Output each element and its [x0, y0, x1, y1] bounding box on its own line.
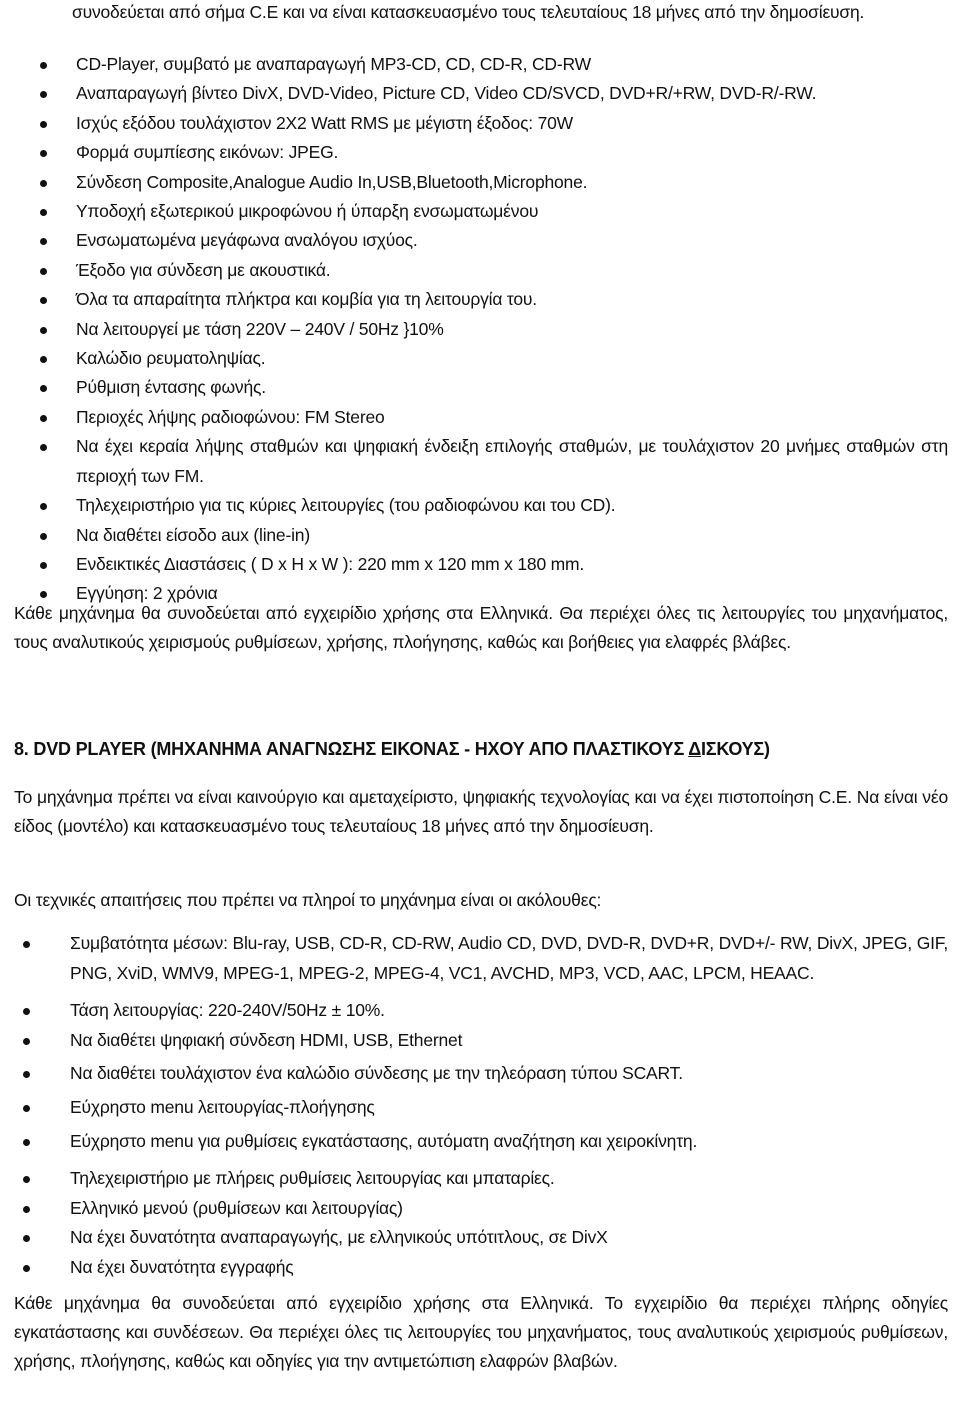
bullet-icon — [23, 1071, 30, 1078]
list-item-text: Ρύθμιση έντασης φωνής. — [76, 377, 266, 398]
bullet-icon — [40, 562, 47, 569]
bullet-icon — [23, 1206, 30, 1213]
list-item — [0, 197, 960, 226]
list-item — [0, 79, 960, 108]
list-item — [0, 1127, 960, 1157]
list-item-text: Ενσωματωμένα μεγάφωνα αναλόγου ισχύος. — [76, 230, 418, 251]
bullet-icon — [23, 1139, 30, 1146]
list-item-text: Να λειτουργεί με τάση 220V – 240V / 50Hz }10% — [76, 318, 444, 339]
list-item — [0, 315, 960, 344]
bullet-icon — [23, 1176, 30, 1183]
list-item — [0, 1059, 960, 1089]
list-item-text: Να διαθέτει είσοδο aux (line-in) — [76, 524, 310, 545]
list-item — [0, 403, 960, 432]
list-item — [0, 1253, 960, 1283]
bullet-icon — [23, 1265, 30, 1272]
list-item — [0, 1093, 960, 1123]
list-item-text: Υποδοχή εξωτερικού μικροφώνου ή ύπαρξη ενσωματωμένου — [76, 201, 539, 222]
list-item — [0, 285, 960, 314]
list-item-text: Ενδεικτικές Διαστάσεις ( D x H x W ): 220 mm x 120 mm x 180 mm. — [76, 553, 585, 574]
list-item — [0, 109, 960, 138]
bullet-icon — [40, 503, 47, 510]
section-heading-text: 8. DVD PLAYER (ΜΗΧΑΝΗΜΑ ΑΝΑΓΝΩΣΗΣ ΕΙΚΟΝΑΣ - ΗΧΟΥ ΑΠΟ ΠΛΑΣΤΙΚΟΥΣ — [14, 739, 689, 759]
list-item-text: Τηλεχειριστήριο με πλήρεις ρυθμίσεις λειτουργίας και μπαταρίες. — [70, 1168, 555, 1189]
bullet-icon — [40, 356, 47, 363]
list-item-text: Έξοδο για σύνδεση με ακουστικά. — [76, 259, 331, 280]
list-item — [0, 432, 960, 491]
bullet-icon — [40, 591, 47, 598]
list-item-text: Συμβατότητα μέσων: Blu-ray, USB, CD-R, CD-RW, Audio CD, DVD, DVD-R, DVD+R, DVD+/- RW, DivX, JPEG, GIF, PNG, XviD, WMV9, MPEG-1, MPEG-2, MPEG-4, VC1, AVCHD, MP3, VCD, AAC, LPCM, HEAAC. — [70, 933, 948, 983]
list-item — [0, 996, 960, 1026]
list-item-text: Να έχει κεραία λήψης σταθμών και ψηφιακή ένδειξη επιλογής σταθμών, με τουλάχιστον 20 μνήμες σταθμών στη περιοχή των FM. — [76, 436, 948, 486]
section-heading — [14, 739, 948, 760]
list-item-text: Να διαθέτει ψηφιακή σύνδεση HDMI, USB, Ethernet — [70, 1029, 463, 1050]
list-item-text: Εγγύηση: 2 χρόνια — [76, 583, 218, 604]
requirements-intro: Οι τεχνικές απαιτήσεις που πρέπει να πληροί το μηχάνημα είναι οι ακόλουθες: — [14, 890, 602, 910]
bullet-icon — [23, 941, 30, 948]
bullet-icon — [23, 1105, 30, 1112]
dvd-spec-list — [0, 929, 960, 1283]
list-item-text: Τηλεχειριστήριο για τις κύριες λειτουργίες (του ραδιοφώνου και του CD). — [76, 495, 616, 516]
list-item — [0, 50, 960, 79]
list-item-text: Να διαθέτει τουλάχιστον ένα καλώδιο σύνδεσης με την τηλεόραση τύπου SCART. — [70, 1063, 683, 1084]
bullet-icon — [40, 297, 47, 304]
list-item-text: Εύχρηστο menu για ρυθμίσεις εγκατάστασης, αυτόματη αναζήτηση και χειροκίνητη. — [70, 1130, 698, 1151]
list-item — [0, 521, 960, 550]
list-item — [0, 1223, 960, 1253]
bullet-icon — [40, 268, 47, 275]
bullet-icon — [40, 209, 47, 216]
list-item — [0, 226, 960, 255]
list-item-text: Ισχύς εξόδου τουλάχιστον 2X2 Watt RMS με μέγιστη έξοδος: 70W — [76, 112, 574, 133]
manual-note-paragraph-2: Κάθε μηχάνημα θα συνοδεύεται από εγχειρίδιο χρήσης στα Ελληνικά. Το εγχειρίδιο θα περιέχει πλήρης οδηγίες εγκατάστασης και συνδέσεων. Θα περιέχει όλες τις λειτουργίες του μηχανήματος, τους αναλυτικούς χειρισμούς ρυθμίσεων, χρήσης, πλοήγησης, καθώς και οδηγίες για την αντιμετώπιση ελαφρών βλαβών. — [14, 1293, 948, 1371]
list-item — [0, 138, 960, 167]
bullet-icon — [40, 444, 47, 451]
radio-cd-spec-list — [0, 50, 960, 609]
list-item-text: Να έχει δυνατότητα αναπαραγωγής, με ελληνικούς υπότιτλους, σε DivX — [70, 1227, 608, 1248]
list-item-text: Να έχει δυνατότητα εγγραφής — [70, 1256, 294, 1277]
list-item-text: Φορμά συμπίεσης εικόνων: JPEG. — [76, 142, 339, 163]
bullet-icon — [23, 1235, 30, 1242]
list-item-text: Σύνδεση Composite,Analogue Audio In,USB,Bluetooth,Microphone. — [76, 171, 588, 192]
top-continuation-paragraph: συνοδεύεται από σήμα C.E και να είναι κατασκευασμένο τους τελευταίους 18 μήνες από την δημοσίευση. — [72, 2, 865, 22]
bullet-icon — [40, 415, 47, 422]
list-item — [0, 1164, 960, 1194]
bullet-icon — [40, 533, 47, 540]
list-item — [0, 256, 960, 285]
section-heading-end: ΙΣΚΟΥΣ) — [700, 739, 770, 759]
list-item-text: Εύχρηστο menu λειτουργίας-πλοήγησης — [70, 1096, 375, 1117]
bullet-icon — [40, 180, 47, 187]
list-item-text: Όλα τα απαραίτητα πλήκτρα και κομβία για τη λειτουργία του. — [76, 289, 537, 310]
list-item-text: CD-Player, συμβατό με αναπαραγωγή MP3-CD, CD, CD-R, CD-RW — [76, 54, 591, 74]
list-item-text: Αναπαραγωγή βίντεο DivX, DVD-Video, Picture CD, Video CD/SVCD, DVD+R/+RW, DVD-R/-RW. — [76, 83, 817, 104]
section-heading-underlined: Δ — [688, 739, 701, 759]
list-item-text: Ελληνικό μενού (ρυθμίσεων και λειτουργίας) — [70, 1197, 403, 1218]
list-item — [0, 344, 960, 373]
list-item — [0, 373, 960, 402]
list-item — [0, 168, 960, 197]
bullet-icon — [40, 238, 47, 245]
list-item — [0, 1194, 960, 1224]
bullet-icon — [40, 385, 47, 392]
list-item-text: Περιοχές λήψης ραδιοφώνου: FM Stereo — [76, 406, 385, 427]
list-item-text: Καλώδιο ρευματοληψίας. — [76, 348, 266, 369]
bullet-icon — [40, 150, 47, 157]
bullet-icon — [40, 121, 47, 128]
list-item — [0, 550, 960, 579]
bullet-icon — [23, 1008, 30, 1015]
bullet-icon — [40, 91, 47, 98]
bullet-icon — [23, 1038, 30, 1045]
list-item — [0, 491, 960, 520]
list-item-text: Τάση λειτουργίας: 220-240V/50Hz ± 10%. — [70, 1000, 385, 1021]
list-item — [0, 929, 960, 988]
bullet-icon — [40, 327, 47, 334]
manual-note-paragraph: Κάθε μηχάνημα θα συνοδεύεται από εγχειρίδιο χρήσης στα Ελληνικά. Θα περιέχει όλες τις λειτουργίες του μηχανήματος, τους αναλυτικούς χειρισμούς ρυθμίσεων, χρήσης, πλοήγησης, καθώς και βοήθειες για ελαφρές βλάβες. — [14, 603, 948, 652]
intro-paragraph: Το μηχάνημα πρέπει να είναι καινούργιο και αμεταχείριστο, ψηφιακής τεχνολογίας και να έχει πιστοποίηση C.E. Να είναι νέο είδος (μοντέλο) και κατασκευασμένο τους τελευταίους 18 μήνες από την δημοσίευση. — [14, 787, 948, 836]
list-item — [0, 1026, 960, 1056]
bullet-icon — [40, 62, 47, 69]
